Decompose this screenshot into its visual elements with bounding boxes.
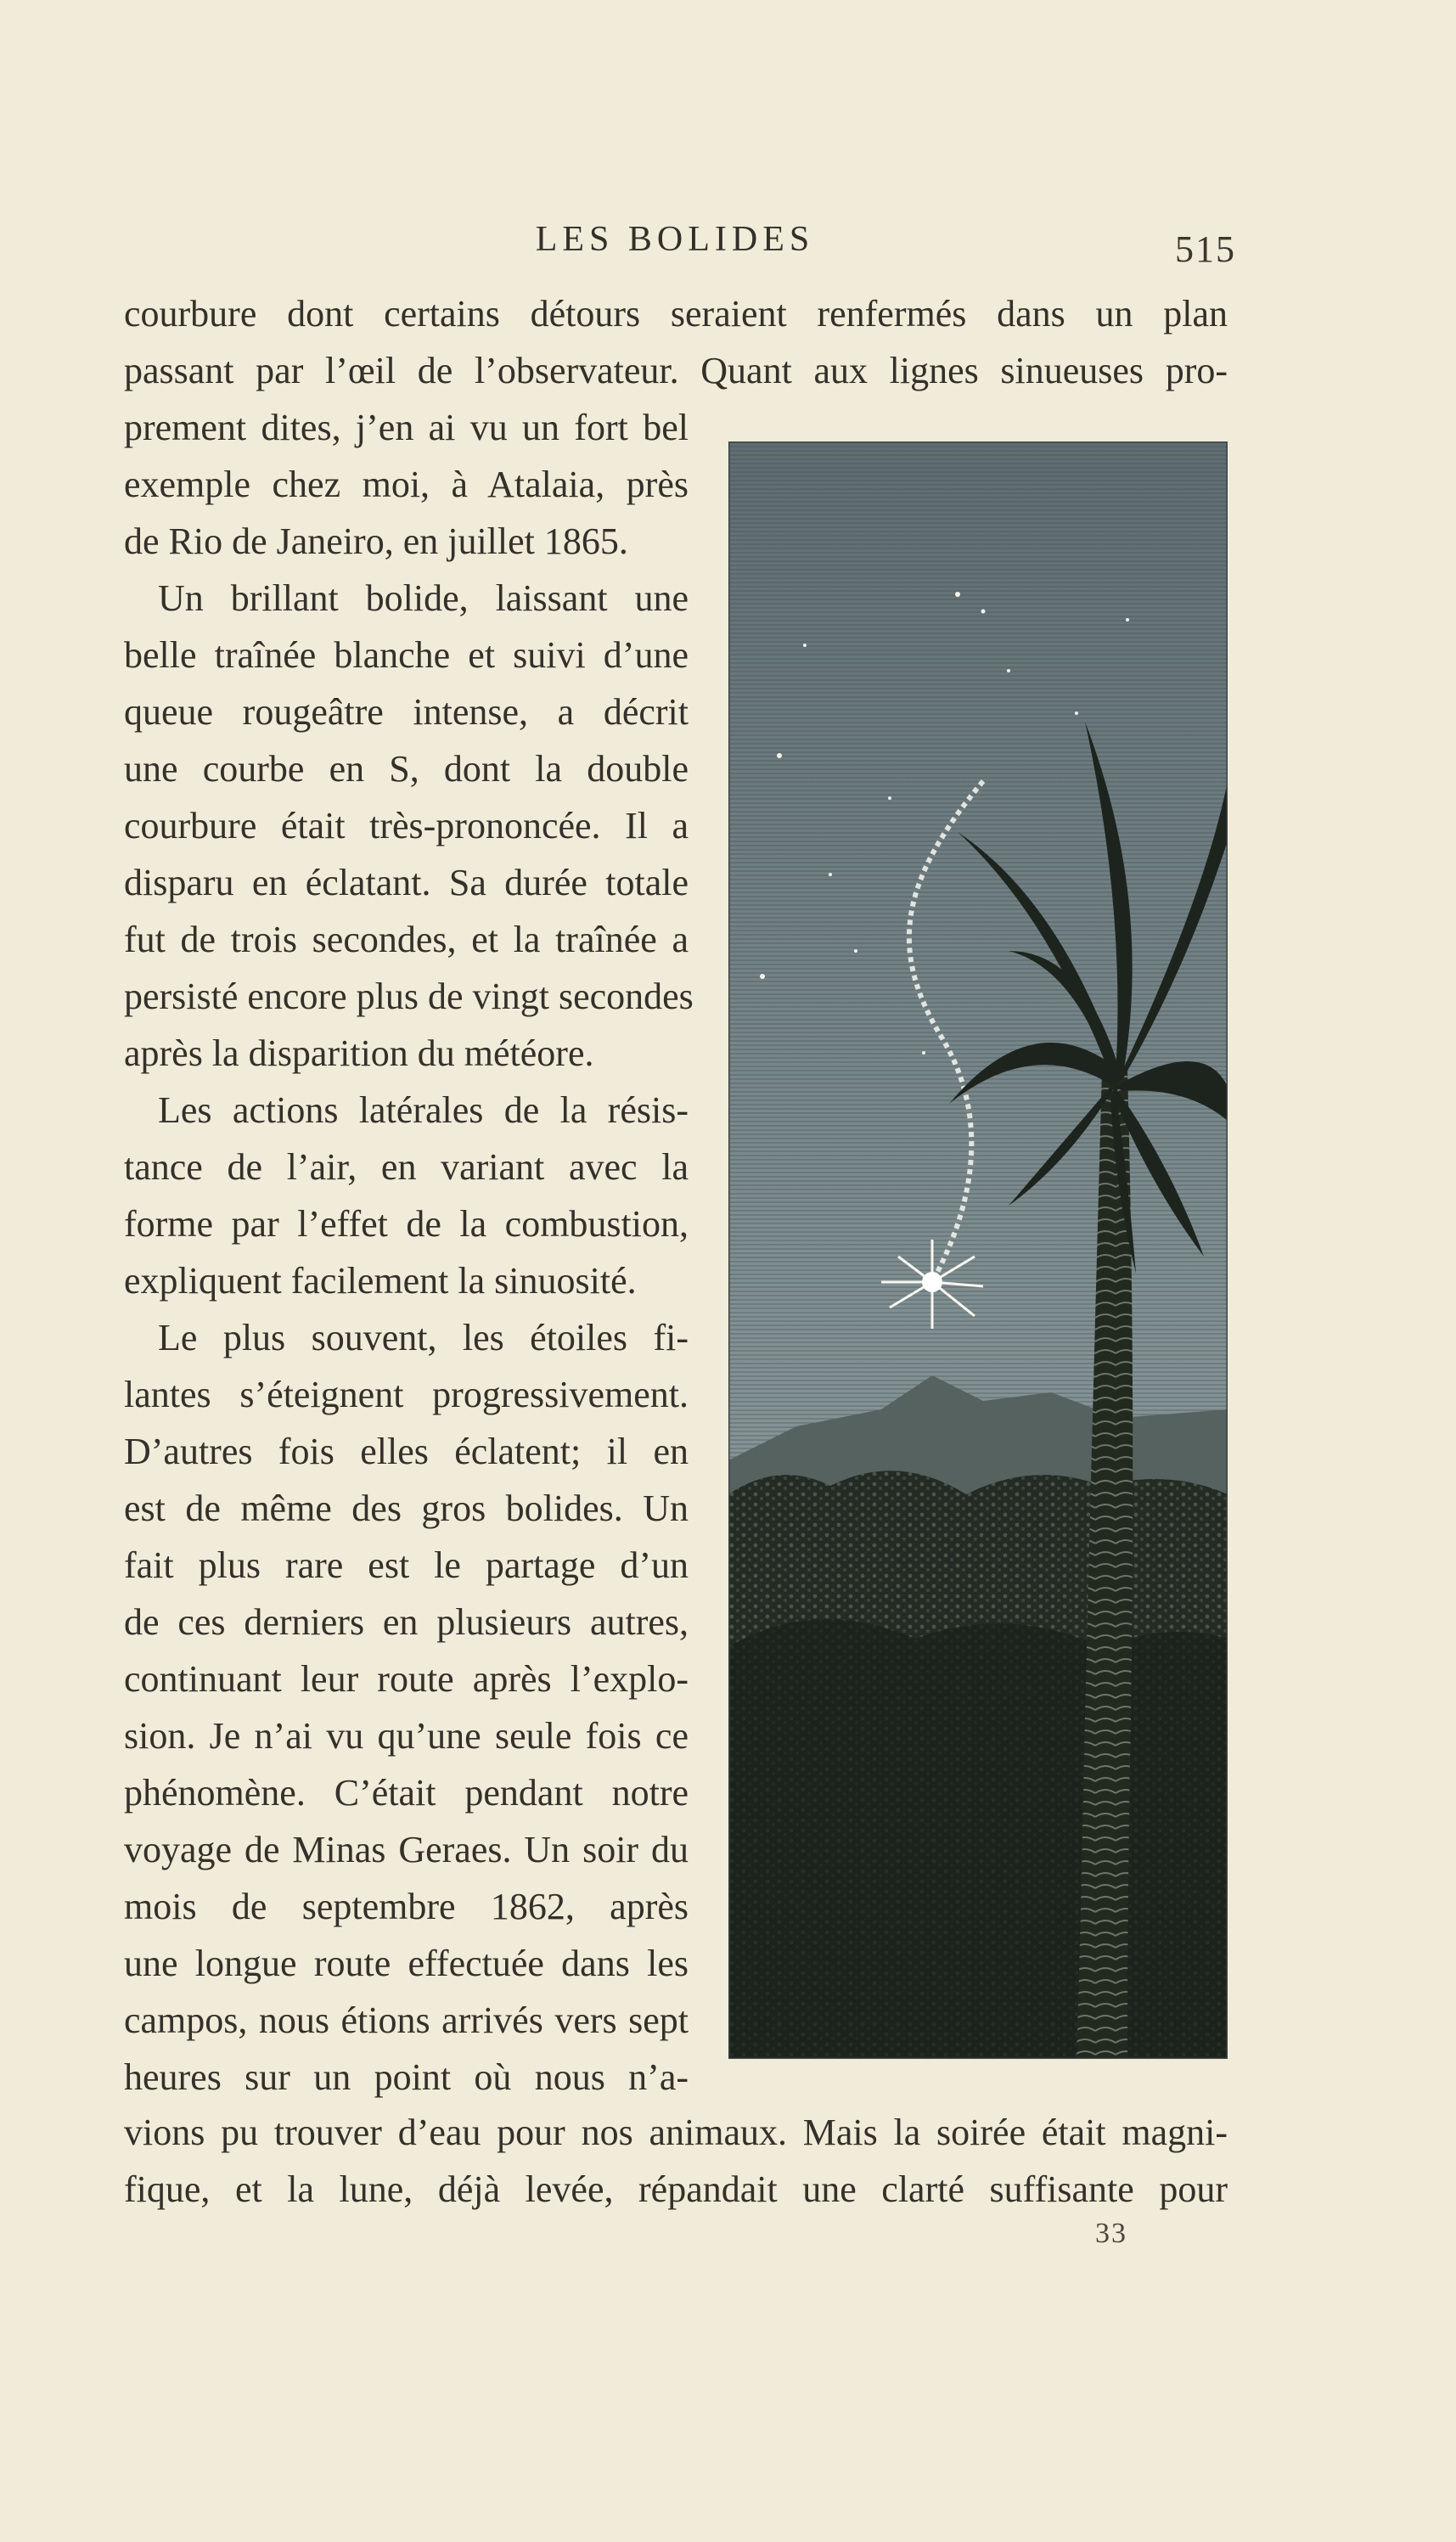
text-line: une courbe en S, dont la double: [124, 748, 689, 790]
signature-mark: 33: [1095, 2218, 1127, 2249]
text-line: prement dites, j’en ai vu un fort bel: [124, 407, 689, 448]
text-line: Le plus souvent, les étoiles fi-: [158, 1317, 689, 1358]
top-paragraph: [124, 285, 1228, 399]
text-line: passant par l’œil de l’observateur. Quant aux lignes sinueuses pro-: [124, 350, 1228, 391]
text-line: vions pu trouver d’eau pour nos animaux. Mais la soirée était magni-: [124, 2112, 1228, 2153]
text-line: heures sur un point où nous n’a-: [124, 2056, 689, 2098]
foreground-bushes: [728, 1619, 1228, 2059]
text-line: belle traînée blanche et suivi d’une: [124, 634, 689, 676]
text-line: voyage de Minas Geraes. Un soir du: [124, 1829, 689, 1870]
text-line: exemple chez moi, à Atalaia, près: [124, 464, 689, 505]
text-line: persisté encore plus de vingt secondes: [124, 976, 694, 1017]
text-line: Un brillant bolide, laissant une: [158, 577, 689, 619]
bolide-illustration: [728, 441, 1228, 2059]
bottom-paragraph: [124, 2104, 1228, 2218]
text-line: fait plus rare est le partage d’un: [124, 1544, 689, 1586]
text-line: continuant leur route après l’explo-: [124, 1658, 689, 1700]
text-line: Les actions latérales de la résis-: [158, 1089, 689, 1131]
text-line: est de même des gros bolides. Un: [124, 1488, 689, 1529]
engraving-svg: [728, 441, 1228, 2059]
text-line: disparu en éclatant. Sa durée totale: [124, 862, 689, 903]
text-line: de Rio de Janeiro, en juillet 1865.: [124, 520, 628, 562]
text-line: phénomène. C’était pendant notre: [124, 1772, 689, 1814]
text-line: mois de septembre 1862, après: [124, 1886, 689, 1927]
text-line: lantes s’éteignent progressivement.: [124, 1374, 689, 1415]
text-line: fut de trois secondes, et la traînée a: [124, 919, 689, 960]
running-header: LES BOLIDES: [535, 220, 815, 259]
text-line: une longue route effectuée dans les: [124, 1943, 689, 1984]
text-line: courbure dont certains détours seraient renfermés dans un plan: [124, 293, 1228, 335]
text-line: après la disparition du météore.: [124, 1032, 594, 1074]
text-line: sion. Je n’ai vu qu’une seule fois ce: [124, 1715, 689, 1757]
text-line: campos, nous étions arrivés vers sept: [124, 1999, 689, 2041]
text-line: fique, et la lune, déjà levée, répandait une clarté suffisante pour: [124, 2168, 1228, 2210]
text-line: courbure était très-prononcée. Il a: [124, 805, 689, 846]
meteor-core: [922, 1272, 942, 1292]
text-line: de ces derniers en plusieurs autres,: [124, 1601, 689, 1643]
text-line: tance de l’air, en variant avec la: [124, 1146, 689, 1188]
text-line: forme par l’effet de la combustion,: [124, 1203, 689, 1245]
page-number: 515: [1175, 228, 1236, 270]
text-line: queue rougeâtre intense, a décrit: [124, 691, 689, 733]
text-line: expliquent facilement la sinuosité.: [124, 1260, 637, 1302]
text-line: D’autres fois elles éclatent; il en: [124, 1431, 689, 1472]
